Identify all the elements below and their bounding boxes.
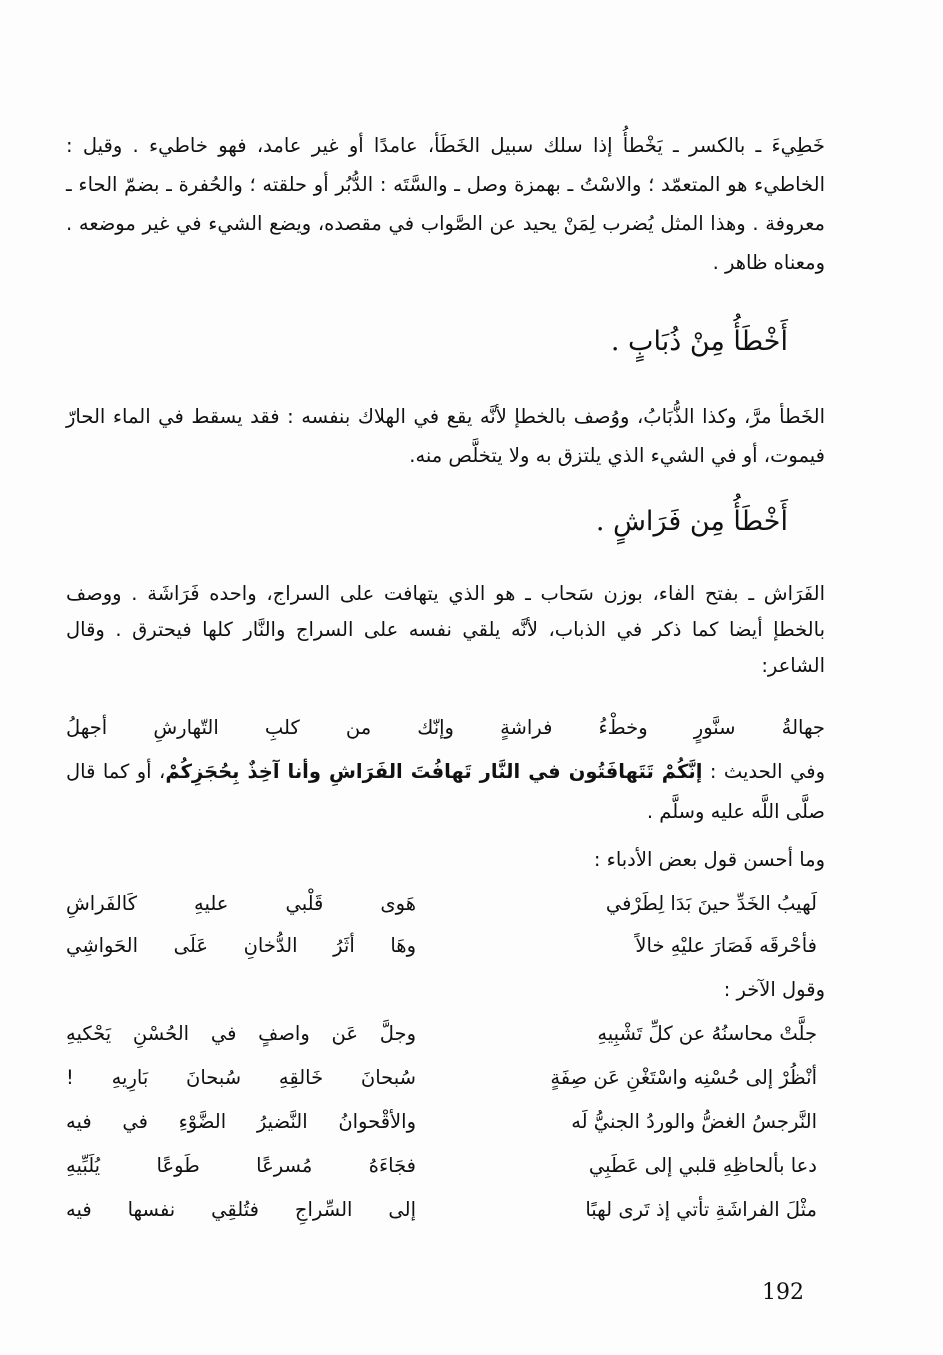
poem2-line2-left: سُبحانَ خَالقِهِ سُبحانَ بَارِيهِ ! <box>66 1066 416 1089</box>
poem2-line3-right: النَّرجسُ الغضُّ والوردُ الجنيُّ لَه <box>571 1110 817 1133</box>
poem2-line5-left: إلى السِّراجِ فتُلقِي نفسها فيه <box>66 1198 416 1221</box>
poem2-line5-right: مثْلَ الفراشَةِ تأتي إذ تَرى لهبًا <box>585 1198 817 1221</box>
page-number: 192 <box>762 1280 804 1305</box>
poem1-line2-left: وهَا أثَرُ الدُّخانِ عَلَى الحَواشِي <box>66 934 416 957</box>
verse-poet: جهالةُ سنَّورٍ وخطْءُ فراشةٍ وإنّك من كلبِ التّهارشِ أجهلُ <box>66 716 825 739</box>
poem1-line2-right: فأحْرقَه فَصَارَ عليْهِ خالاً <box>635 934 817 957</box>
poem2-line1-right: جلَّتْ محاسنُهُ عن كلِّ تَشْبِيهِ <box>597 1022 817 1045</box>
hadith-paragraph <box>66 752 825 832</box>
paragraph-moth-explanation: الفَرَاش ـ بفتح الفاء، بوزن سَحاب ـ هو الذي يتهافت على السراج، واحده فَرَاشَة . ووصف بالخطإ أيضا كما ذكر في الذباب، لأنَّه يلقي نفسه على السراج والنَّار كلها فيحترق . وقال الشاعر: <box>66 582 825 677</box>
poem2-line4-left: فجَاءَهُ مُسرعًا طَوعًا يُلَبِّيهِ <box>66 1154 416 1177</box>
hadith-intro: وفي الحديث : <box>702 760 825 783</box>
poem2-intro: وقول الآخر : <box>723 978 825 1001</box>
paragraph-khatia-definition: خَطِيءَ ـ بالكسر ـ يَخْطأُ إذا سلك سبيل الخَطَأ، عامدًا أو غير عامد، فهو خاطيء . وقيل : الخاطيء هو المتعمّد ؛ والاسْتُ ـ بهمزة وصل ـ والسَّتَه : الدُّبُر أو حلقته ؛ والحُفرة ـ بضمّ الحاء ـ معروفة . وهذا المثل يُضرب لِمَنْ يحيد عن الصَّواب في مقصده، ويضع الشيء في غير موضعه . ومعناه ظاهر . <box>66 134 825 274</box>
proverb-heading-fly: أَخْطَأُ مِنْ ذُبَابٍ . <box>610 326 788 357</box>
poem1-intro: وما أحسن قول بعض الأدباء : <box>593 848 825 871</box>
paragraph-fly-explanation: الخَطأ مرَّ، وكذا الذُّبَابُ، ووُصف بالخطإ لأنَّه يقع في الهلاك بنفسه : فقد يسقط في الماء الحارّ فيموت، أو في الشيء الذي يلتزق به ولا يتخلَّص منه. <box>66 405 825 467</box>
poem2-line3-left: والأقْحوانُ النَّضيرُ الضَّوْءِ في فيه <box>66 1110 416 1133</box>
proverb-heading-moth: أَخْطَأُ مِن فَرَاشٍ . <box>595 506 788 537</box>
hadith-closing: ، أو كما قال صلَّى اللَّه عليه وسلَّم . <box>66 760 825 823</box>
poem2-line4-right: دعا بألحاظِهِ قلبي إلى عَطَبِي <box>588 1154 817 1177</box>
hadith-quote: إنَّكُمْ تَتَهافَتُون في النَّار تَهافُتَ الفَرَاشِ وأنا آخِذٌ بِحُجَزِكُمْ <box>165 760 703 783</box>
poem2-line1-left: وجلَّ عَن واصفٍ في الحُسْنِ يَحْكيهِ <box>66 1022 416 1045</box>
poem2-line2-right: أنْظُرْ إلى حُسْنِه واسْتَغْنِ عَن صِفَةٍ <box>550 1066 817 1089</box>
poem1-line1-left: هَوى قَلْبي عليهِ كَالفَراشِ <box>66 892 416 915</box>
poem1-line1-right: لَهيبُ الخَدِّ حينَ بَدَا لِطَرْفي <box>605 892 817 915</box>
